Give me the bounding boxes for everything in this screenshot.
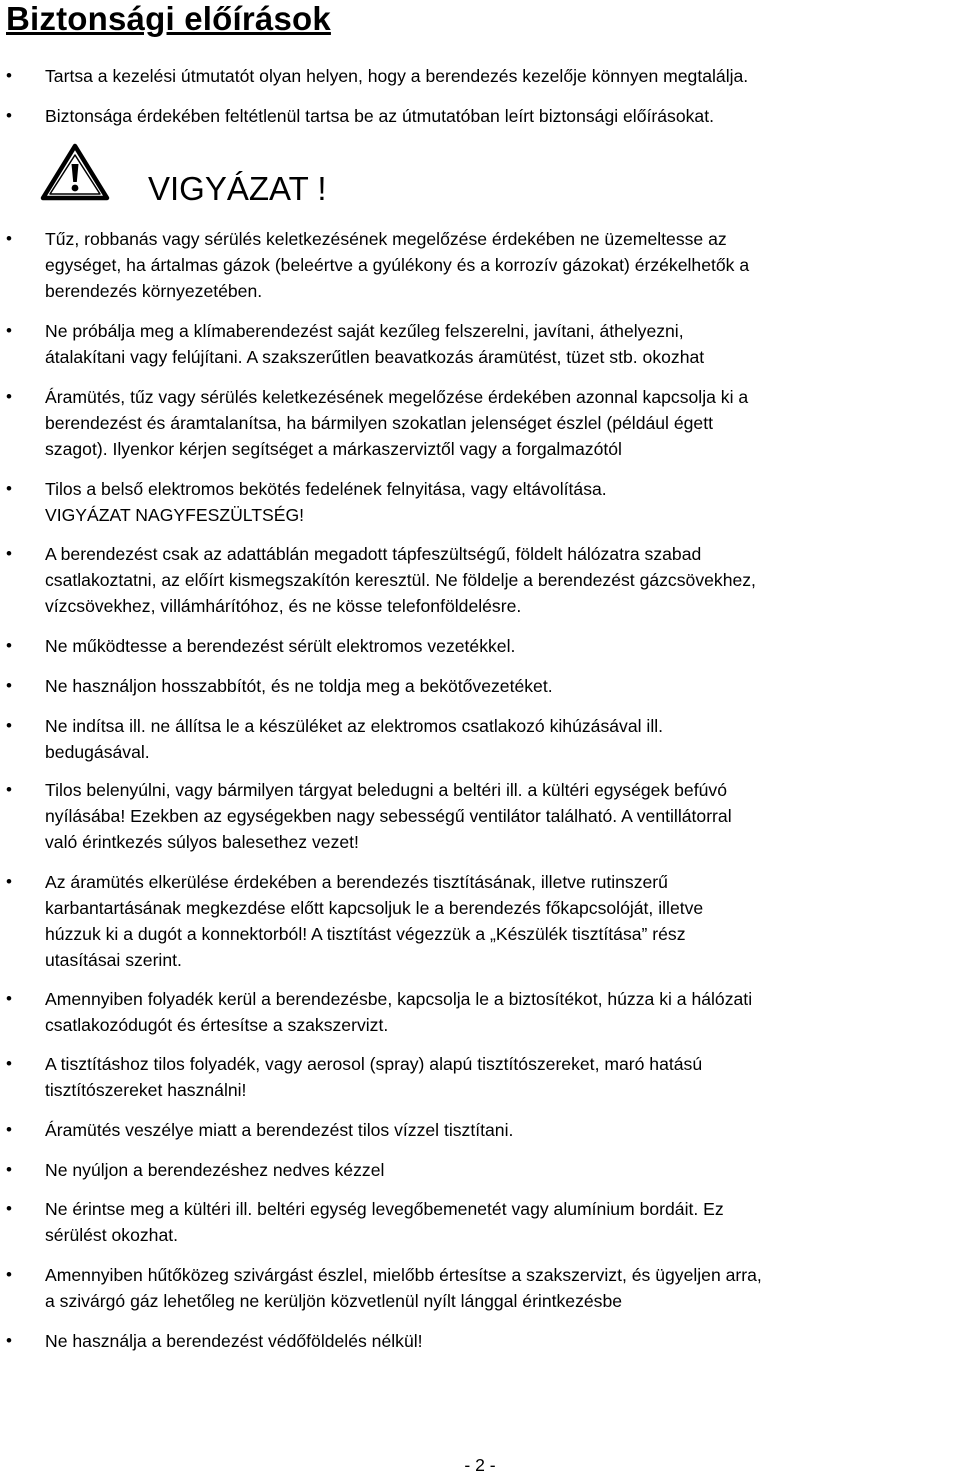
- list-item-text: [45, 1051, 960, 1103]
- list-item-line: a szivárgó gáz lehetőleg ne kerüljön közvetlenül nyílt lánggal érintkezésbe: [45, 1291, 623, 1311]
- list-item-text: [45, 226, 960, 304]
- list-item-line: Ne próbálja meg a klímaberendezést saját kezűleg felszerelni, javítani, áthelyezni,: [45, 321, 684, 341]
- list-item-line: Az áramütés elkerülése érdekében a berendezés tisztításának, illetve rutinszerű: [45, 872, 668, 892]
- bullet-icon: •: [6, 989, 12, 1008]
- bullet-icon: •: [6, 66, 12, 85]
- list-item-line: Áramütés veszélye miatt a berendezést tilos vízzel tisztítani.: [45, 1120, 514, 1140]
- list-item-line: szagot). Ilyenkor kérjen segítséget a márkaszerviztől vagy a forgalmazótól: [45, 439, 622, 459]
- bullet-icon: •: [6, 479, 12, 498]
- list-item-line: átalakítani vagy felújítani. A szakszerűtlen beavatkozás áramütést, tüzet stb. okozhat: [45, 347, 705, 367]
- warning-label: VIGYÁZAT !: [148, 170, 327, 207]
- list-item-text: [45, 777, 960, 855]
- list-item-line: Amennyiben hűtőközeg szivárgást észlel, mielőbb értesítse a szakszervizt, és ügyeljen arra,: [45, 1265, 762, 1285]
- list-item-line: Tilos belenyúlni, vagy bármilyen tárgyat beledugni a beltéri ill. a kültéri egységek befúvó: [45, 780, 727, 800]
- list-item-line: karbantartásának megkezdése előtt kapcsoljuk le a berendezés főkapcsolóját, illetve: [45, 898, 704, 918]
- list-item-line: Ne nyúljon a berendezéshez nedves kézzel: [45, 1160, 385, 1180]
- list-item-line: sérülést okozhat.: [45, 1225, 179, 1245]
- page-number: - 2 -: [464, 1455, 496, 1475]
- list-item-text: [45, 476, 960, 528]
- bullet-icon: •: [6, 676, 12, 695]
- list-item-line: nyílásába! Ezekben az egységekben nagy sebességű ventilátor található. A ventillátorral: [45, 806, 732, 826]
- list-item-line: bedugásával.: [45, 742, 150, 762]
- list-item-line: Ne indítsa ill. ne állítsa le a készüléket az elektromos csatlakozó kihúzásával ill.: [45, 716, 664, 736]
- list-item-line: VIGYÁZAT NAGYFESZÜLTSÉG!: [45, 505, 305, 525]
- page-title: Biztonsági előírások: [6, 0, 331, 37]
- bullet-icon: •: [6, 636, 12, 655]
- list-item-text: [45, 103, 960, 129]
- list-item-text: [45, 384, 960, 462]
- bullet-icon: •: [6, 1331, 12, 1350]
- bullet-icon: •: [6, 1199, 12, 1218]
- list-item-line: Ne érintse meg a kültéri ill. beltéri egység levegőbemenetét vagy alumínium bordáit. Ez: [45, 1199, 724, 1219]
- bullet-icon: •: [6, 780, 12, 799]
- list-item-line: Amennyiben folyadék kerül a berendezésbe, kapcsolja le a biztosítékot, húzza ki a hálózati: [45, 989, 753, 1009]
- list-item-line: utasításai szerint.: [45, 950, 182, 970]
- list-item-line: Tartsa a kezelési útmutatót olyan helyen, hogy a berendezés kezelője könnyen megtalálja.: [45, 66, 749, 86]
- bullet-icon: •: [6, 106, 12, 125]
- bullet-icon: •: [6, 1054, 12, 1073]
- list-item-text: [45, 1262, 960, 1314]
- bullet-icon: •: [6, 229, 12, 248]
- list-item-text: [45, 673, 960, 699]
- list-item-line: A tisztításhoz tilos folyadék, vagy aerosol (spray) alapú tisztítószereket, maró hatású: [45, 1054, 703, 1074]
- bullet-icon: •: [6, 1120, 12, 1139]
- list-item-line: vízcsövekhez, villámhárítóhoz, és ne kösse telefonföldelésre.: [45, 596, 522, 616]
- list-item-line: csatlakozódugót és értesítse a szakszervizt.: [45, 1015, 389, 1035]
- bullet-icon: •: [6, 544, 12, 563]
- list-item-line: Tilos a belső elektromos bekötés fedelének felnyitása, vagy eltávolítása.: [45, 479, 607, 499]
- list-item-line: Tűz, robbanás vagy sérülés keletkezésének megelőzése érdekében ne üzemeltesse az: [45, 229, 727, 249]
- bullet-icon: •: [6, 1160, 12, 1179]
- list-item-line: berendezést és áramtalanítsa, ha bármilyen szokatlan jelenséget észlel (például égett: [45, 413, 713, 433]
- list-item-line: egységet, ha ártalmas gázok (beleértve a gyúlékony és a korrozív gázokat) érzékelhetők a: [45, 255, 750, 275]
- list-item-text: [45, 1117, 960, 1143]
- bullet-icon: •: [6, 716, 12, 735]
- list-item-line: tisztítószereket használni!: [45, 1080, 247, 1100]
- list-item-text: [45, 713, 960, 765]
- bullet-icon: •: [6, 321, 12, 340]
- bullet-icon: •: [6, 387, 12, 406]
- list-item-line: húzzuk ki a dugót a konnektorból! A tisztítást végezzük a „Készülék tisztítása” rész: [45, 924, 686, 944]
- list-item-text: [45, 869, 960, 973]
- list-item-text: [45, 1328, 960, 1354]
- list-item-text: [45, 1157, 960, 1183]
- list-item-line: Ne használja a berendezést védőföldelés nélkül!: [45, 1331, 423, 1351]
- list-item-line: Ne működtesse a berendezést sérült elektromos vezetékkel.: [45, 636, 516, 656]
- list-item-line: Biztonsága érdekében feltétlenül tartsa be az útmutatóban leírt biztonsági előírásokat.: [45, 106, 714, 126]
- bullet-icon: •: [6, 1265, 12, 1284]
- list-item-line: csatlakoztatni, az előírt kismegszakítón keresztül. Ne földelje a berendezést gázcsövekhez,: [45, 570, 756, 590]
- list-item-line: A berendezést csak az adattáblán megadott tápfeszültségű, földelt hálózatra szabad: [45, 544, 702, 564]
- list-item-text: [45, 1196, 960, 1248]
- list-item-line: Ne használjon hosszabbítót, és ne toldja meg a bekötővezetéket.: [45, 676, 553, 696]
- list-item-line: Áramütés, tűz vagy sérülés keletkezésének megelőzése érdekében azonnal kapcsolja ki a: [45, 387, 749, 407]
- list-item-text: [45, 986, 960, 1038]
- warning-triangle-icon: [40, 142, 110, 202]
- warning-heading: [40, 142, 360, 208]
- list-item-line: való érintkezés súlyos balesethez vezet!: [45, 832, 359, 852]
- list-item-line: berendezés környezetében.: [45, 281, 263, 301]
- list-item-text: [45, 63, 960, 89]
- list-item-text: [45, 633, 960, 659]
- list-item-text: [45, 318, 960, 370]
- bullet-icon: •: [6, 872, 12, 891]
- list-item-text: [45, 541, 960, 619]
